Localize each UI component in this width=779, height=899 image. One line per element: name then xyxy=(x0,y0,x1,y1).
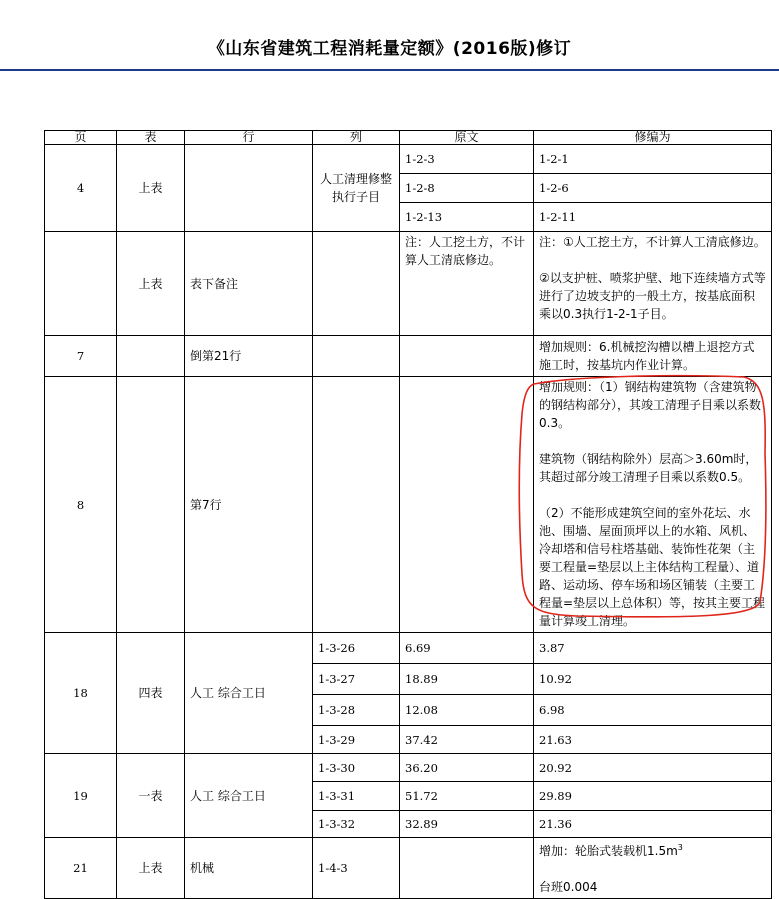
cell-table: 上表 xyxy=(117,838,185,899)
cell-revised: 1-2-11 xyxy=(534,203,772,232)
unit-superscript: 3 xyxy=(677,843,683,852)
table-row xyxy=(45,838,772,899)
table-row xyxy=(45,754,772,782)
header-row xyxy=(45,131,772,145)
cell-original: 注：人工挖土方，不计算人工清底修边。 xyxy=(400,232,534,336)
revised-text: ②以支护桩、喷浆护壁、地下连续墙方式等进行了边坡支护的一般土方，按基底面积乘以0.3执行1-2-1子目。 xyxy=(539,271,766,321)
cell-original: 51.72 xyxy=(400,782,534,811)
cell-original: 6.69 xyxy=(400,633,534,664)
cell-original: 37.42 xyxy=(400,726,534,754)
cell-table: 四表 xyxy=(117,633,185,754)
cell-revised xyxy=(534,838,772,899)
cell-revised: 20.92 xyxy=(534,754,772,782)
cell-revised: 1-2-6 xyxy=(534,174,772,203)
cell-page xyxy=(45,232,117,336)
cell-row: 人工 综合工日 xyxy=(185,633,313,754)
cell-original: 1-2-13 xyxy=(400,203,534,232)
cell-column: 1-3-32 xyxy=(313,811,400,838)
cell-column xyxy=(313,336,400,377)
cell-page: 8 xyxy=(45,377,117,633)
cell-table: 上表 xyxy=(117,145,185,232)
cell-revised xyxy=(534,232,772,336)
cell-original: 36.20 xyxy=(400,754,534,782)
cell-page: 7 xyxy=(45,336,117,377)
header-row-col: 行 xyxy=(185,131,313,145)
cell-revised: 21.63 xyxy=(534,726,772,754)
cell-table: 上表 xyxy=(117,232,185,336)
cell-revised: 21.36 xyxy=(534,811,772,838)
revised-text-main: 增加：轮胎式装载机1.5m xyxy=(539,844,678,858)
page-title: 《山东省建筑工程消耗量定额》(2016版)修订 xyxy=(207,39,572,59)
header-revised: 修编为 xyxy=(534,131,772,145)
cell-table xyxy=(117,336,185,377)
cell-row xyxy=(185,145,313,232)
cell-row: 表下备注 xyxy=(185,232,313,336)
cell-revised: 29.89 xyxy=(534,782,772,811)
cell-row: 人工 综合工日 xyxy=(185,754,313,838)
table-row xyxy=(45,377,772,633)
table-row xyxy=(45,633,772,664)
cell-revised xyxy=(534,377,772,633)
cell-revised: 1-2-1 xyxy=(534,145,772,174)
cell-revised: 6.98 xyxy=(534,695,772,726)
cell-original: 18.89 xyxy=(400,664,534,695)
cell-page: 18 xyxy=(45,633,117,754)
table-row xyxy=(45,232,772,336)
revised-text: 增加规则：（1）钢结构建筑物（含建筑物的钢结构部分），其竣工清理子目乘以系数0.3。 xyxy=(539,380,762,430)
cell-column: 1-3-26 xyxy=(313,633,400,664)
cell-table xyxy=(117,377,185,633)
cell-column: 人工清理修整执行子目 xyxy=(313,145,400,232)
revised-text: 注：①人工挖土方，不计算人工清底修边。 xyxy=(539,235,766,249)
cell-original xyxy=(400,336,534,377)
cell-original: 1-2-3 xyxy=(400,145,534,174)
cell-page: 4 xyxy=(45,145,117,232)
cell-page: 19 xyxy=(45,754,117,838)
cell-revised: 增加规则：6.机械挖沟槽以槽上退挖方式施工时，按基坑内作业计算。 xyxy=(534,336,772,377)
cell-original xyxy=(400,377,534,633)
cell-column: 1-3-27 xyxy=(313,664,400,695)
table-row xyxy=(45,336,772,377)
cell-row: 机械 xyxy=(185,838,313,899)
cell-row: 倒第21行 xyxy=(185,336,313,377)
title-underline xyxy=(0,69,779,71)
cell-table: 一表 xyxy=(117,754,185,838)
header-page: 页 xyxy=(45,131,117,145)
cell-column xyxy=(313,377,400,633)
table-row xyxy=(45,145,772,174)
cell-original: 32.89 xyxy=(400,811,534,838)
cell-row: 第7行 xyxy=(185,377,313,633)
cell-page: 21 xyxy=(45,838,117,899)
header-table: 表 xyxy=(117,131,185,145)
revised-text: （2）不能形成建筑空间的室外花坛、水池、围墙、屋面顶坪以上的水箱、风机、冷却塔和信号柱塔基础、装饰性花架（主要工程量=垫层以上主体结构工程量）、道路、运动场、停车场和场区铺装（主要工程量=垫层以上总体积）等，按其主要工程量计算竣工清理。 xyxy=(539,506,766,628)
cell-original: 12.08 xyxy=(400,695,534,726)
cell-revised: 3.87 xyxy=(534,633,772,664)
revised-text: 建筑物（钢结构除外）层高＞3.60m时，其超过部分竣工清理子目乘以系数0.5。 xyxy=(539,452,758,484)
header-original: 原文 xyxy=(400,131,534,145)
cell-column: 1-3-30 xyxy=(313,754,400,782)
cell-column: 1-3-28 xyxy=(313,695,400,726)
cell-original: 1-2-8 xyxy=(400,174,534,203)
cell-column: 1-4-3 xyxy=(313,838,400,899)
cell-column xyxy=(313,232,400,336)
cell-column: 1-3-31 xyxy=(313,782,400,811)
cell-revised: 10.92 xyxy=(534,664,772,695)
revised-text: 台班0.004 xyxy=(539,880,598,894)
revised-text xyxy=(539,839,766,860)
header-column: 列 xyxy=(313,131,400,145)
cell-original xyxy=(400,838,534,899)
cell-column: 1-3-29 xyxy=(313,726,400,754)
revision-table xyxy=(44,130,772,899)
